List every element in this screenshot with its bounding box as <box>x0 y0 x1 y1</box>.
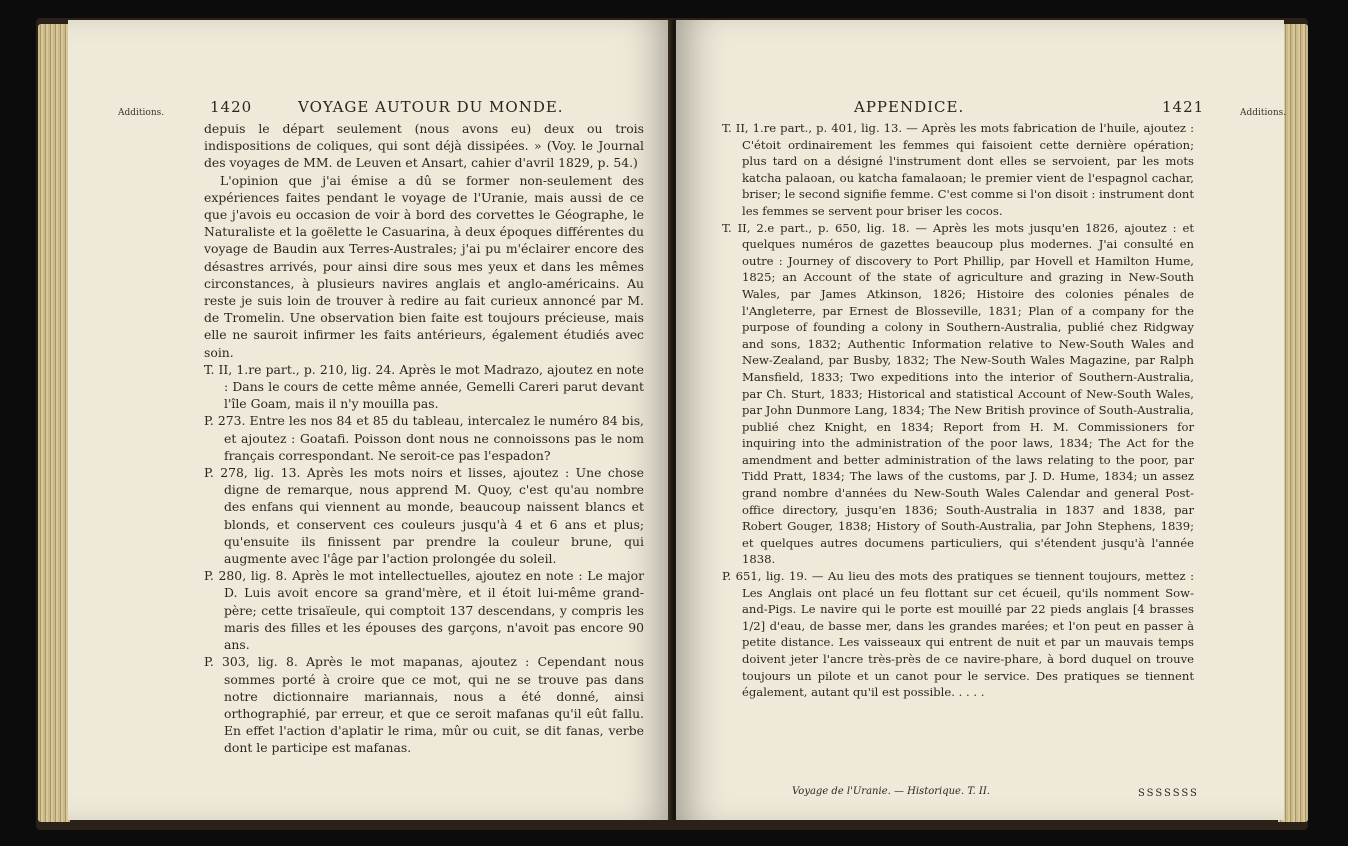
paragraph: L'opinion que j'ai émise a dû se former non-seulement des expériences faites pendant le voyage de l'Uranie, mais aussi de ce que j'avois eu occasion de voir à bord des corvettes le Géographe, le Naturaliste et la goëlette le Casuarina, à deux époques différentes du voyage de Baudin aux Terres-Australes; j'ai pu m'éclairer encore des désastres arrivés, pour ainsi dire sous mes yeux et dans les mêmes circonstances, à plusieurs navires anglais et anglo-américains. Au reste je suis loin de trouver à redire au fait curieux annoncé par M. de Tromelin. Une observation bien faite est toujours précieuse, mais elle ne sauroit infirmer les faits antérieurs, également étudiés avec soin. <box>204 172 644 360</box>
paragraph: P. 651, lig. 19. — Au lieu des mots des pratiques se tiennent toujours, mettez : Les Anglais ont placé un feu flottant sur cet écueil, qu'ils nomment Sow-and-Pigs. Le navire qui le porte est mouillé par 22 pieds anglais [4 brasses 1/2] d'eau, de basse mer, dans les grandes marées; et l'on peut en passer à petite distance. Les vaisseaux qui entrent de nuit et par un mauvais temps doivent jeter l'ancre très-près de ce navire-phare, à bord duquel on trouve toujours un pilote et un canot pour le service. Des pratiques se tiennent également, autant qu'il est possible. . . . . <box>722 569 1194 700</box>
paragraph: P. 280, lig. 8. Après le mot intellectuelles, ajoutez en note : Le major D. Luis avoit encore sa grand'mère, et il étoit lui-même grand-père; cette trisaïeule, qui comptoit 137 descendans, y compris les maris des filles et les épouses des garçons, n'avoit pas encore 90 ans. <box>204 568 644 653</box>
right-running-head: APPENDICE. <box>854 98 965 116</box>
left-page <box>68 20 672 820</box>
right-body-text <box>722 120 1194 701</box>
paragraph: T. II, 2.e part., p. 650, lig. 18. — Après les mots jusqu'en 1826, ajoutez : et quelques numéros de gazettes beaucoup plus modernes. J'ai consulté en outre : Journey of discovery to Port Phillip, par Hovell et Hamilton Hume, 1825; an Account of the state of agriculture and grazing in New-South Wales, par James Atkinson, 1826; Histoire des colonies pénales de l'Angleterre, par Ernest de Blosseville, 1831; Plan of a company for the purpose of founding a colony in Southern-Australia, publié chez Ridgway and sons, 1832; Authentic Information relative to New-South Wales and New-Zealand, par Busby, 1832; The New-South Wales Magazine, par Ralph Mansfield, 1833; Two expeditions into the interior of Southern-Australia, par Ch. Sturt, 1833; Historical and statistical Account of New-South Wales, par John Dunmore Lang, 1834; The New British province of South-Australia, publié chez Knight, en 1834; Report from H. M. Commissioners for inquiring into the administration of the poor laws, 1834; The Act for the amendment and better administration of the laws relating to the poor, par Tidd Pratt, 1834; The laws of the customs, par J. D. Hume, 1834; un assez grand nombre d'années du New-South Wales Calendar and general Post-office directory, jusqu'en 1836; South-Australia in 1837 and 1838, par Robert Gouger, 1838; History of South-Australia, par John Stephens, 1839; et quelques autres documens particuliers, qui s'étendent jusqu'à l'année 1838. <box>722 220 1194 567</box>
paragraph: P. 273. Entre les nos 84 et 85 du tableau, intercalez le numéro 84 bis, et ajoutez : Goatafi. Poisson dont nous ne connoissons pas le nom français correspondant. Ne seroit-ce pas l'espadon? <box>204 413 644 463</box>
paragraph: T. II, 1.re part., p. 210, lig. 24. Après le mot Madrazo, ajoutez en note : Dans le cours de cette même année, Gemelli Careri parut devant l'île Goam, mais il n'y mouilla pas. <box>204 361 644 412</box>
right-margin-note: Additions. <box>1240 108 1287 118</box>
page-edges-left <box>38 24 70 822</box>
left-margin-note: Additions. <box>118 108 165 118</box>
paragraph: depuis le départ seulement (nous avons eu) deux ou trois indispositions de coliques, qui sont déjà dissipées. » (Voy. le Journal des voyages de MM. de Leuven et Ansart, cahier d'avril 1829, p. 54.) <box>204 121 644 171</box>
paragraph: T. II, 1.re part., p. 401, lig. 13. — Après les mots fabrication de l'huile, ajoutez : C'étoit ordinairement les femmes qui faisoient cette dernière opération; plus tard on a désigné l'instrument dont elles se servoient, par les mots katcha palaoan, ou katcha famalaoan; le premier vient de l'espagnol cachar, briser; le second signifie femme. C'est comme si l'on disoit : instrument dont les femmes se servent pour briser les cocos. <box>722 121 1194 218</box>
right-page <box>676 20 1287 820</box>
page-footer: Voyage de l'Uranie. — Historique. T. II. <box>792 786 990 797</box>
right-page-number: 1421 <box>1162 98 1205 116</box>
signature-mark: SSSSSSS <box>1138 788 1199 799</box>
paragraph: P. 278, lig. 13. Après les mots noirs et lisses, ajoutez : Une chose digne de remarque, nous apprend M. Quoy, c'est qu'au nombre des enfans qui viennent au monde, beaucoup naissent blancs et blonds, et conservent ces couleurs jusqu'à 4 et 6 ans et plus; qu'ensuite ils finissent par prendre la couleur brune, qui augmente avec l'âge par l'action prolongée du soleil. <box>204 465 644 567</box>
paragraph: P. 303, lig. 8. Après le mot mapanas, ajoutez : Cependant nous sommes porté à croire que ce mot, qui ne se trouve pas dans notre dictionnaire mariannais, nous a été donné, ainsi orthographié, par erreur, et que ce seroit mafanas qu'il eût fallu. En effet l'action d'aplatir le rima, mûr ou cuit, se dit fanas, verbe dont le participe est mafanas. <box>204 654 644 756</box>
left-body-text <box>204 120 644 757</box>
left-page-number: 1420 <box>210 98 253 116</box>
left-running-head: VOYAGE AUTOUR DU MONDE. <box>298 98 564 116</box>
